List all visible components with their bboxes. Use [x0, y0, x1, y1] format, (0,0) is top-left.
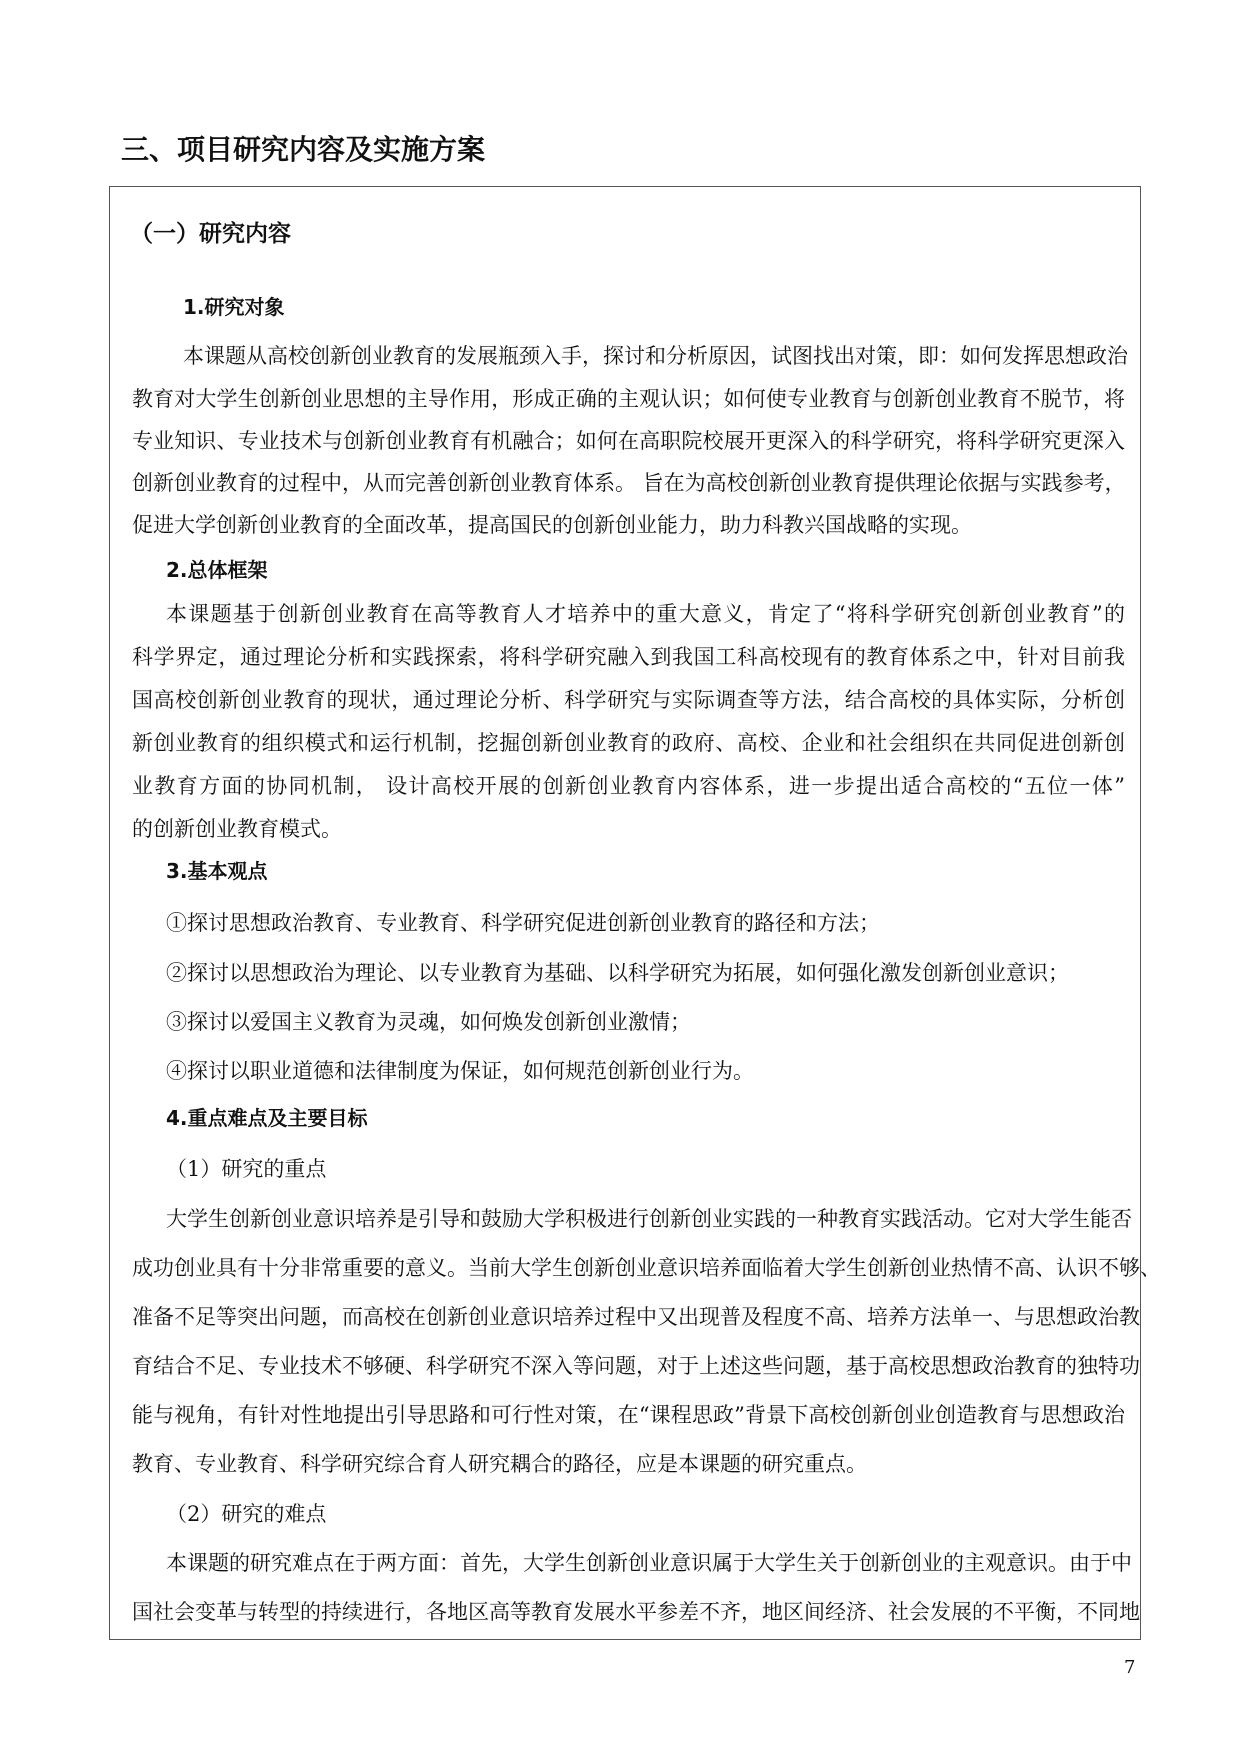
subsection-heading: 1.研究对象	[183, 295, 285, 319]
paragraph-line: 成功创业具有十分非常重要的意义。当前大学生创新创业意识培养面临着大学生创新创业热情不高、认识不够、	[132, 1256, 1161, 1280]
sub-heading: （2）研究的难点	[166, 1502, 327, 1526]
subsection-heading: 2.总体框架	[166, 558, 268, 582]
list-item: ②探讨以思想政治为理论、以专业教育为基础、以科学研究为拓展，如何强化激发创新创业意识；	[166, 961, 1069, 985]
subsection-heading: 3.基本观点	[166, 859, 268, 883]
paragraph-line: 准备不足等突出问题，而高校在创新创业意识培养过程中又出现普及程度不高、培养方法单一、与思想政治教	[132, 1305, 1140, 1329]
page-number: 7	[1124, 1657, 1136, 1678]
section-heading: （一）研究内容	[130, 221, 291, 247]
paragraph-line: 大学生创新创业意识培养是引导和鼓励大学积极进行创新创业实践的一种教育实践活动。它对大学生能否	[166, 1207, 1132, 1231]
paragraph-line: 业教育方面的协同机制， 设计高校开展的创新创业教育内容体系，进一步提出适合高校的“五位一体”	[132, 774, 1125, 798]
paragraph-line: 教育对大学生创新创业思想的主导作用，形成正确的主观认识；如何使专业教育与创新创业教育不脱节，将	[132, 387, 1125, 411]
list-item: ③探讨以爱国主义教育为灵魂，如何焕发创新创业激情；	[166, 1010, 691, 1034]
list-item: ①探讨思想政治教育、专业教育、科学研究促进创新创业教育的路径和方法；	[166, 911, 880, 935]
paragraph-line: 国社会变革与转型的持续进行，各地区高等教育发展水平参差不齐，地区间经济、社会发展的不平衡，不同地	[132, 1600, 1140, 1624]
paragraph-line: 的创新创业教育模式。	[132, 817, 342, 841]
paragraph-line: 教育、专业教育、科学研究综合育人研究耦合的路径，应是本课题的研究重点。	[132, 1452, 867, 1476]
paragraph-line: 促进大学创新创业教育的全面改革，提高国民的创新创业能力，助力科教兴国战略的实现。	[132, 513, 972, 537]
paragraph-line: 科学界定，通过理论分析和实践探索，将科学研究融入到我国工科高校现有的教育体系之中，针对目前我	[132, 645, 1125, 669]
page-title: 三、项目研究内容及实施方案	[121, 133, 486, 166]
paragraph-line: 育结合不足、专业技术不够硬、科学研究不深入等问题，对于上述这些问题，基于高校思想政治教育的独特功	[132, 1354, 1140, 1378]
paragraph-line: 新创业教育的组织模式和运行机制，挖掘创新创业教育的政府、高校、企业和社会组织在共同促进创新创	[132, 731, 1125, 755]
paragraph-line: 本课题基于创新创业教育在高等教育人才培养中的重大意义，肯定了“将科学研究创新创业教育”的	[166, 602, 1125, 626]
paragraph-line: 本课题的研究难点在于两方面：首先，大学生创新创业意识属于大学生关于创新创业的主观意识。由于中	[166, 1551, 1132, 1575]
sub-heading: （1）研究的重点	[166, 1157, 327, 1181]
paragraph-line: 能与视角，有针对性地提出引导思路和可行性对策，在“课程思政”背景下高校创新创业创造教育与思想政治	[132, 1403, 1125, 1427]
paragraph-line: 专业知识、专业技术与创新创业教育有机融合；如何在高职院校展开更深入的科学研究，将科学研究更深入	[132, 429, 1125, 453]
subsection-heading: 4.重点难点及主要目标	[166, 1106, 368, 1130]
paragraph-line: 创新创业教育的过程中，从而完善创新创业教育体系。 旨在为高校创新创业教育提供理论依据与实践参考，	[132, 471, 1126, 495]
list-item: ④探讨以职业道德和法律制度为保证，如何规范创新创业行为。	[166, 1059, 754, 1083]
paragraph-line: 本课题从高校创新创业教育的发展瓶颈入手，探讨和分析原因，试图找出对策，即：如何发挥思想政治	[183, 344, 1128, 368]
paragraph-line: 国高校创新创业教育的现状，通过理论分析、科学研究与实际调查等方法，结合高校的具体实际，分析创	[132, 688, 1125, 712]
